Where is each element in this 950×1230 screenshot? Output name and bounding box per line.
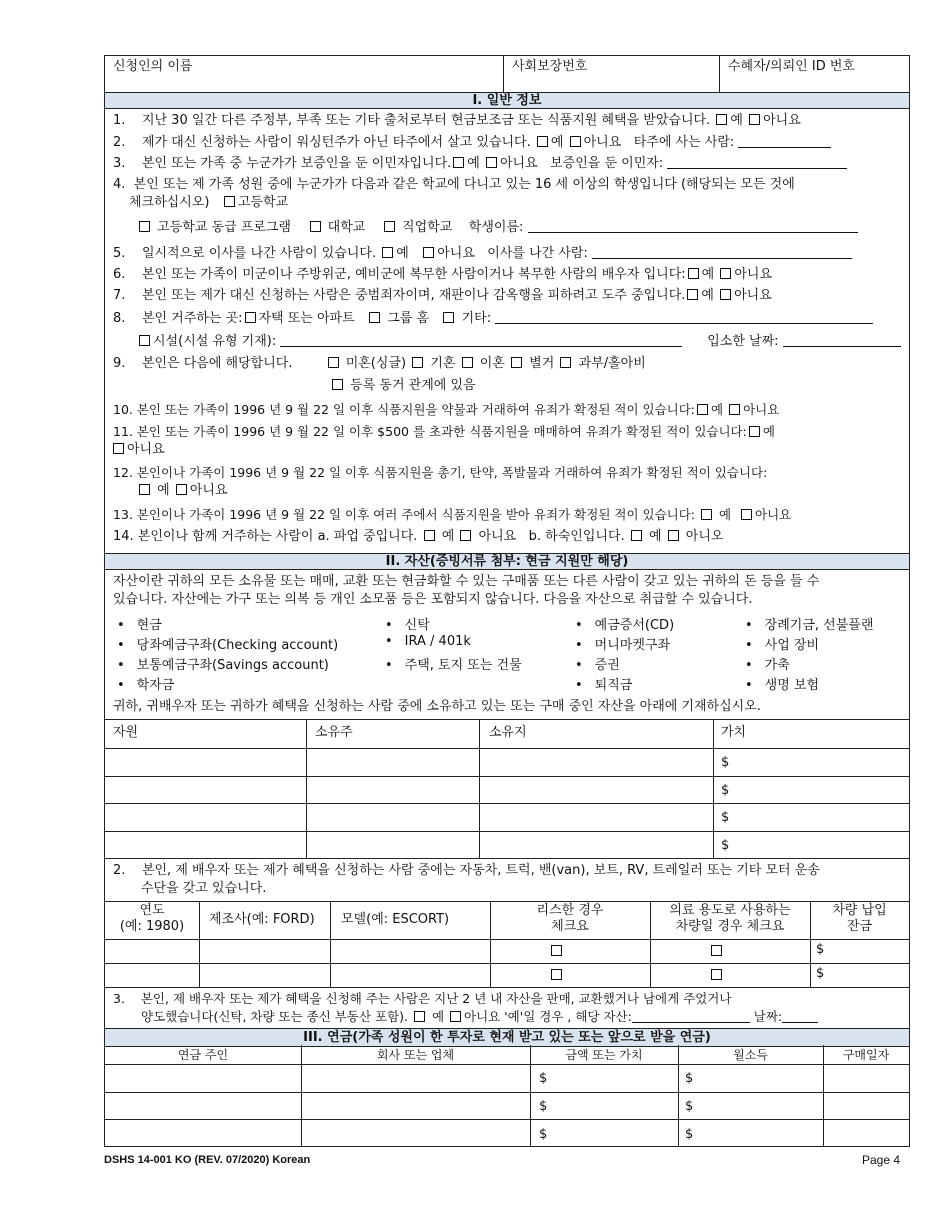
q9-row xyxy=(113,355,646,373)
bullet-life-insurance: • 생명 보험 xyxy=(745,674,819,693)
divider xyxy=(713,719,714,858)
col-location: 소유지 xyxy=(489,725,527,740)
vh-year-1: 연도 xyxy=(139,903,165,918)
q8-facility-checkbox[interactable] xyxy=(139,335,150,346)
ssn-label: 사회보장번호 xyxy=(512,59,588,74)
q14a-no-checkbox[interactable] xyxy=(460,530,471,541)
divider xyxy=(810,901,811,987)
q3-text: 본인 또는 가족 중 누군가가 보증인을 둔 이민자입니다. xyxy=(141,156,452,171)
q13-row xyxy=(113,506,791,524)
transfer-no-checkbox[interactable] xyxy=(450,1011,461,1022)
rule xyxy=(105,831,909,832)
q2-out-of-state-field[interactable] xyxy=(738,134,831,148)
vh-medical-1: 의료 용도로 사용하는 xyxy=(669,903,791,918)
no-label: 아니요 xyxy=(763,113,801,128)
divorced-label: 이혼 xyxy=(479,356,505,371)
group-home-label: 그룹 홈 xyxy=(387,311,430,326)
vh-year-2: (예: 1980) xyxy=(119,919,185,934)
assets-intro-1: 자산이란 귀하의 모든 소유물 또는 매매, 교환 또는 현금화할 수 있는 구매품 또는 다른 사람이 갖고 있는 귀하의 돈 등을 들 수 xyxy=(113,574,820,589)
bullet-cd: • 예금증서(CD) xyxy=(575,614,674,633)
rule xyxy=(105,776,909,777)
rule xyxy=(105,1064,909,1065)
yes-label: 예 xyxy=(648,529,662,544)
q1-text: 지난 30 일간 다른 주정부, 부족 또는 기타 출처로부터 현금보조금 또는 식품지원 혜택을 받았습니다. xyxy=(141,113,711,128)
q6-row xyxy=(113,266,772,284)
yes-label: 예 xyxy=(701,267,715,282)
q4b-row xyxy=(129,194,288,212)
recipient-id-label: 수혜자/의뢰인 ID 번호 xyxy=(728,59,855,74)
q5-no-checkbox[interactable] xyxy=(423,247,434,258)
q3-row xyxy=(113,155,847,173)
q9-widowed-checkbox[interactable] xyxy=(560,357,571,368)
q5-text: 일시적으로 이사를 나간 사람이 있습니다. xyxy=(141,246,377,261)
rule xyxy=(105,1092,909,1093)
q13-yes-checkbox[interactable] xyxy=(701,509,712,520)
rule xyxy=(105,803,909,804)
home-label: 자택 또는 아파트 xyxy=(258,311,355,326)
q10-text: 10. 본인 또는 가족이 1996 년 9 월 22 일 이후 식품지원을 약물과 거래하여 유죄가 확정된 적이 있습니다: xyxy=(113,402,696,417)
vh-make: 제조사(예: FORD) xyxy=(209,912,315,927)
q5-row xyxy=(113,245,852,263)
admit-date-field[interactable] xyxy=(783,333,901,347)
assets-instruction: 귀하, 귀배우자 또는 귀하가 혜택을 신청하는 사람 중에 소유하고 있는 또는 구매 중인 자산을 아래에 기재하십시오. xyxy=(113,699,761,714)
q12-no-checkbox[interactable] xyxy=(176,484,187,495)
no-alt-label: 아니오 xyxy=(685,529,724,544)
q6-no-checkbox[interactable] xyxy=(720,268,731,279)
q9-partner-checkbox[interactable] xyxy=(332,379,343,390)
partner-label: 등록 동거 관계에 있음 xyxy=(350,378,476,393)
q12-row xyxy=(113,464,767,482)
assets-intro-2: 있습니다. 자산에는 가구 또는 의복 등 개인 소모품 등은 포함되지 않습니다. 다음을 자산으로 취급할 수 있습니다. xyxy=(113,592,753,607)
rule xyxy=(105,987,909,988)
rule xyxy=(105,963,909,964)
transfer-yes-checkbox[interactable] xyxy=(414,1011,425,1022)
vehicle1-medical-checkbox[interactable] xyxy=(711,945,722,956)
admit-date-label: 입소한 날짜: xyxy=(707,334,779,349)
bullet-money-market: • 머니마켓구좌 xyxy=(575,634,670,653)
vh-medical-2: 차량일 경우 체크요 xyxy=(675,919,785,934)
bullet-real-estate: • 주택, 토지 또는 건물 xyxy=(385,654,522,673)
q4c-row xyxy=(137,219,858,237)
q2-row xyxy=(113,134,831,152)
vehicle-question-1 xyxy=(113,862,820,880)
q6-num: 6. xyxy=(113,267,126,282)
no-label: 아니요 xyxy=(499,156,538,171)
q7-text: 본인 또는 제가 대신 신청하는 사람은 중범죄자이며, 재판이나 감옥행을 피하려고 도주 중입니다. xyxy=(141,288,686,303)
q8-num: 8. xyxy=(113,311,126,326)
q10-no-checkbox[interactable] xyxy=(729,404,740,415)
divider xyxy=(301,1045,302,1146)
yes-label: 예 xyxy=(711,402,724,417)
q4-vocational-checkbox[interactable] xyxy=(384,221,395,232)
q13-no-checkbox[interactable] xyxy=(741,509,752,520)
yes-label: 예 xyxy=(467,156,480,171)
vh-owed-2: 잔금 xyxy=(846,919,873,934)
q11b-row xyxy=(111,441,165,459)
q10-yes-checkbox[interactable] xyxy=(697,404,708,415)
transfer-question-2 xyxy=(141,1008,818,1026)
other-label: 기타: xyxy=(461,311,492,326)
divider xyxy=(823,1045,824,1146)
bullet-livestock: • 가축 xyxy=(745,654,790,673)
q9-divorced-checkbox[interactable] xyxy=(462,357,473,368)
separated-label: 별거 xyxy=(529,356,555,371)
col-value: 가치 xyxy=(721,725,747,740)
divider xyxy=(306,719,307,858)
pension2-amount[interactable]: $ xyxy=(539,1099,548,1114)
q9-text: 본인은 다음에 해당합니다. xyxy=(141,356,293,371)
q8-group-home-checkbox[interactable] xyxy=(369,312,380,323)
form-id: DSHS 14-001 KO (REV. 07/2020) Korean xyxy=(104,1154,311,1166)
pension-col-owner: 연금 주인 xyxy=(177,1048,229,1062)
bullet-savings: • 보통예금구좌(Savings account) xyxy=(117,654,329,673)
transfer-date-field[interactable] xyxy=(782,1009,818,1023)
vehicle2-medical-checkbox[interactable] xyxy=(711,969,722,980)
yes-label: 예 xyxy=(431,1009,445,1024)
q8-home-checkbox[interactable] xyxy=(245,312,256,323)
yes-label: 예 xyxy=(157,483,170,498)
q12-text: 12. 본인이나 가족이 1996 년 9 월 22 일 이후 식품지원을 총기, 탄약, 폭발물과 거래하여 유죄가 확정된 적이 있습니다: xyxy=(113,465,768,480)
divider xyxy=(199,901,200,987)
bullet-securities: • 증권 xyxy=(575,654,620,673)
q9b-row xyxy=(330,377,476,395)
q1-row xyxy=(113,112,801,130)
vh-lease-2: 체크요 xyxy=(551,919,589,934)
q1-no-checkbox[interactable] xyxy=(749,114,760,125)
facility-label: 시설(시설 유형 기재): xyxy=(153,334,277,349)
pension2-monthly[interactable]: $ xyxy=(685,1099,694,1114)
asset-value-4[interactable]: $ xyxy=(721,838,730,853)
q12b-row xyxy=(137,482,228,500)
q9-single-checkbox[interactable] xyxy=(328,357,339,368)
rule xyxy=(105,1119,909,1120)
divider xyxy=(719,56,720,92)
q10-row xyxy=(113,401,779,419)
vh-lease-1: 리스한 경우 xyxy=(536,903,604,918)
vehicle1-lease-checkbox[interactable] xyxy=(551,945,562,956)
divider xyxy=(650,901,651,987)
divider xyxy=(330,901,331,987)
q1-num: 1. xyxy=(113,113,126,128)
asset-value-3[interactable]: $ xyxy=(721,810,730,825)
vh-model: 모델(예: ESCORT) xyxy=(341,912,450,927)
yes-label: 예 xyxy=(701,288,714,303)
vh-medical xyxy=(650,903,810,935)
pension3-amount[interactable]: $ xyxy=(539,1127,548,1142)
yes-label: 예 xyxy=(396,246,409,261)
q8-other-checkbox[interactable] xyxy=(443,312,454,323)
col-resource: 자원 xyxy=(113,725,139,740)
q4b-text: 체크하십시오) xyxy=(129,195,210,210)
bullet-trust: • 신탁 xyxy=(385,614,430,633)
q13-text: 13. 본인이나 가족이 1996 년 9 월 22 일 이후 여러 주에서 식품지원을 받아 유죄가 확정된 적이 있습니다: xyxy=(113,507,696,522)
q6-text: 본인 또는 가족이 미군이나 주방위군, 예비군에 복무한 사람이거나 복무한 사람의 배우자 입니다: xyxy=(141,267,686,282)
transfer-asset-field[interactable] xyxy=(632,1009,750,1023)
applicant-name-label: 신청인의 이름 xyxy=(113,59,193,74)
divider xyxy=(490,901,491,987)
bullet-checking: • 당좌예금구좌(Checking account) xyxy=(117,634,338,653)
asset-value-2[interactable]: $ xyxy=(721,783,730,798)
q3-num: 3. xyxy=(113,156,126,171)
q11-text: 11. 본인 또는 가족이 1996 년 9 월 22 일 이후 $500 를 초과한 식품지원을 매매하여 유죄가 확정된 적이 있습니다: xyxy=(113,424,747,439)
q4-high-school-checkbox[interactable] xyxy=(224,196,235,207)
vh-owed xyxy=(810,903,909,935)
transfer-question-1 xyxy=(113,990,731,1008)
q5-yes-checkbox[interactable] xyxy=(382,247,393,258)
q3-sponsored-field[interactable] xyxy=(667,155,847,169)
no-label: 아니요 xyxy=(734,288,772,303)
vehicle-question-2: 수단을 갖고 있습니다. xyxy=(141,881,267,896)
yes-label: 예 xyxy=(550,135,564,150)
page-number: Page 4 xyxy=(862,1153,901,1167)
facility-type-field[interactable] xyxy=(280,333,682,347)
vocational-label: 직업학교 xyxy=(402,220,453,235)
q9-num: 9. xyxy=(113,356,126,371)
q7-num: 7. xyxy=(113,288,126,303)
q3-no-checkbox[interactable] xyxy=(486,157,497,168)
single-label: 미혼(싱글) xyxy=(345,356,407,371)
q7-row xyxy=(113,287,772,305)
yes-label: 예 xyxy=(730,113,743,128)
q4-num: 4. xyxy=(113,177,126,192)
q14-row xyxy=(113,528,723,546)
q7-no-checkbox[interactable] xyxy=(720,289,731,300)
bullet-tuition: • 학자금 xyxy=(117,674,174,693)
q2-extra-label: 타주에 사는 사람: xyxy=(633,135,735,150)
pension1-monthly[interactable]: $ xyxy=(685,1071,694,1086)
q3-extra-label: 보증인을 둔 이민자: xyxy=(550,156,664,171)
q8-text: 본인 거주하는 곳: xyxy=(141,311,243,326)
rule xyxy=(105,858,909,859)
q2-text: 제가 대신 신청하는 사람이 워싱턴주가 아닌 타주에서 살고 있습니다. xyxy=(141,135,531,150)
bullet-retirement: • 퇴직금 xyxy=(575,674,632,693)
transfer-yes-note: '예'일 경우 , 해당 자산: xyxy=(504,1009,632,1024)
no-label: 아니요 xyxy=(189,483,228,498)
q5-extra-label: 이사를 나간 사람: xyxy=(487,246,588,261)
pension3-monthly[interactable]: $ xyxy=(685,1127,694,1142)
q3-num: 3. xyxy=(113,991,125,1006)
transfer-question-text: 본인, 제 배우자 또는 제가 혜택을 신청해 주는 사람은 지난 2 년 내 자산을 판매, 교환했거나 남에게 주었거나 xyxy=(140,991,732,1006)
q7-yes-checkbox[interactable] xyxy=(687,289,698,300)
q11-no-checkbox[interactable] xyxy=(113,443,124,454)
q2-num: 2. xyxy=(113,135,126,150)
no-label: 아니요 xyxy=(755,507,792,522)
married-label: 기혼 xyxy=(430,356,456,371)
q11-yes-checkbox[interactable] xyxy=(749,426,760,437)
high-school-label: 고등학교 xyxy=(237,195,289,210)
bullet-cash: • 현금 xyxy=(117,614,162,633)
q9-separated-checkbox[interactable] xyxy=(511,357,522,368)
q12-yes-checkbox[interactable] xyxy=(139,484,150,495)
student-name-field[interactable] xyxy=(528,219,858,233)
q2-num: 2. xyxy=(113,863,126,878)
pension-col-purchase-date: 구매일자 xyxy=(842,1048,890,1062)
q1-yes-checkbox[interactable] xyxy=(716,114,727,125)
col-owner: 소유주 xyxy=(315,725,353,740)
section3-title: III. 연금(가족 성원이 한 투자로 현재 받고 있는 또는 앞으로 받을 연금) xyxy=(105,1028,909,1047)
hs-equiv-label: 고등학교 동급 프로그램 xyxy=(157,220,291,235)
no-label: 아니요 xyxy=(437,246,475,261)
q4-row xyxy=(113,176,795,194)
q4-text: 본인 또는 제 가족 성원 중에 누군가가 다음과 같은 학교에 다니고 있는 16 세 이상의 학생입니다 (해당되는 모든 것에 xyxy=(133,177,795,192)
transfer-question-text-2: 양도했습니다(신탁, 차량 또는 종신 부동산 포함). xyxy=(141,1009,408,1024)
section1-title: I. 일반 정보 xyxy=(105,92,909,109)
college-label: 대학교 xyxy=(327,220,366,235)
vehicle2-owed[interactable]: $ xyxy=(816,966,825,981)
form-frame xyxy=(104,55,910,1147)
q5-num: 5. xyxy=(113,246,126,261)
q3-yes-checkbox[interactable] xyxy=(453,157,464,168)
pension-col-company: 회사 또는 업체 xyxy=(376,1048,455,1062)
rule xyxy=(105,901,909,902)
q2-no-checkbox[interactable] xyxy=(570,136,581,147)
bullet-ira: • IRA / 401k xyxy=(385,634,471,649)
q14b-yes-checkbox[interactable] xyxy=(631,530,642,541)
q14a-yes-checkbox[interactable] xyxy=(424,530,435,541)
vh-lease xyxy=(490,903,650,935)
no-label: 아니요 xyxy=(464,1009,501,1024)
vehicle2-lease-checkbox[interactable] xyxy=(551,969,562,980)
q5-moved-out-field[interactable] xyxy=(592,245,852,259)
q2-yes-checkbox[interactable] xyxy=(537,136,548,147)
divider xyxy=(530,1045,531,1146)
no-label: 아니요 xyxy=(743,402,780,417)
q4-hs-equiv-checkbox[interactable] xyxy=(139,221,150,232)
no-label: 아니요 xyxy=(478,529,517,544)
q8-row xyxy=(113,310,873,328)
divider xyxy=(479,719,480,858)
bullet-funeral: • 장례기금, 선불플랜 xyxy=(745,614,873,633)
pension1-amount[interactable]: $ xyxy=(539,1071,548,1086)
q14-text: 14. 본인이나 함께 거주하는 사람이 a. 파업 중입니다. xyxy=(113,529,418,544)
vehicle1-owed[interactable]: $ xyxy=(816,942,825,957)
widowed-label: 과부/홀아비 xyxy=(578,356,646,371)
no-label: 아니요 xyxy=(583,135,622,150)
vh-owed-1: 차량 납입 xyxy=(832,903,887,918)
q9-married-checkbox[interactable] xyxy=(412,357,423,368)
q11-row xyxy=(113,423,775,441)
q6-yes-checkbox[interactable] xyxy=(688,268,699,279)
pension-col-amount: 금액 또는 가치 xyxy=(565,1048,643,1062)
section2-title: II. 자산(증빙서류 첨부: 현금 지원만 해당) xyxy=(105,553,909,570)
yes-label: 예 xyxy=(762,424,775,439)
rule xyxy=(105,748,909,749)
bullet-business: • 사업 장비 xyxy=(745,634,819,653)
q14b-text: b. 하숙인입니다. xyxy=(528,529,625,544)
no-label: 아니요 xyxy=(734,267,773,282)
student-name-label: 학생이름: xyxy=(468,220,524,235)
q8-other-field[interactable] xyxy=(495,310,873,324)
transfer-date-label: 날짜: xyxy=(753,1009,783,1024)
pension-col-monthly: 월소득 xyxy=(733,1048,768,1062)
divider xyxy=(678,1045,679,1146)
divider xyxy=(503,56,504,92)
q14b-no-checkbox[interactable] xyxy=(668,530,679,541)
yes-label: 예 xyxy=(718,507,732,522)
q8b-row xyxy=(137,333,901,351)
no-label: 아니요 xyxy=(127,442,165,457)
rule xyxy=(105,719,909,720)
asset-value-1[interactable]: $ xyxy=(721,755,730,770)
rule xyxy=(105,939,909,940)
q4-college-checkbox[interactable] xyxy=(310,221,321,232)
yes-label: 예 xyxy=(441,529,455,544)
vehicle-question-text: 본인, 제 배우자 또는 제가 혜택을 신청하는 사람 중에는 자동차, 트럭, 밴(van), 보트, RV, 트레일러 또는 기타 모터 운송 xyxy=(141,863,820,878)
vh-year xyxy=(105,903,199,935)
